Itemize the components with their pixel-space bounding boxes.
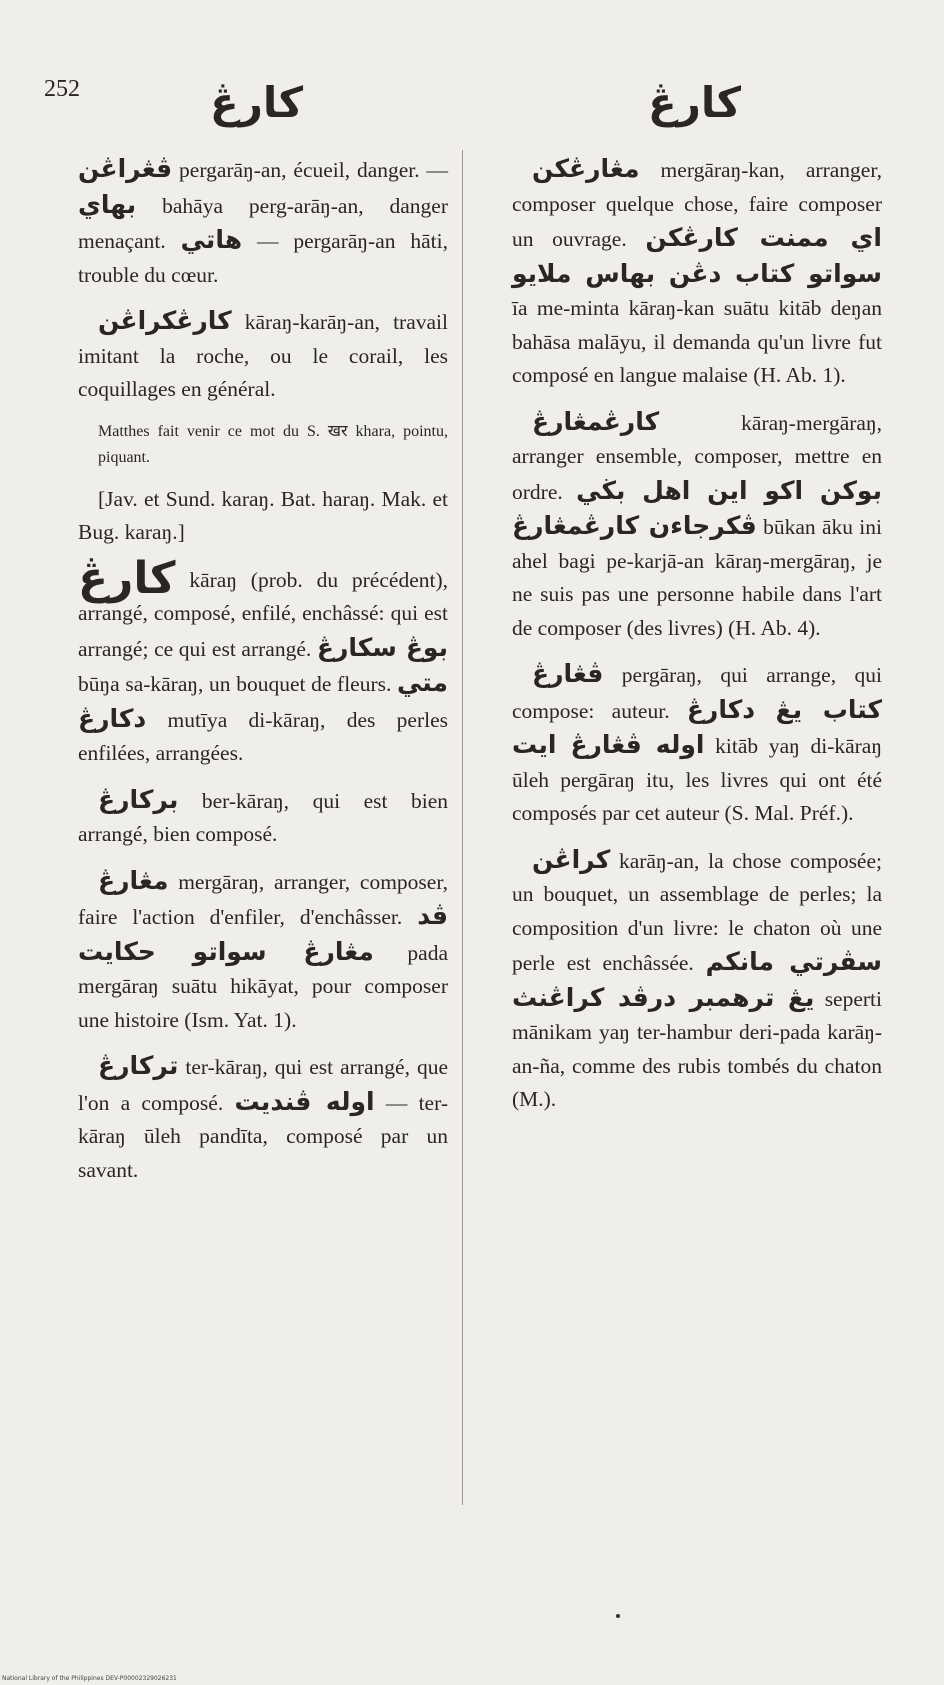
entry-mengarangkan: مڠارڠكن mergāraŋ-kan, arranger, composer quelque chose, faire composer un ouvrage. اي ممنت كارڠكن سواتو كتاب دڠن بهاس ملايو īa me-minta kāraŋ-kan suātu kitāb deŋan bahāsa malāyu, il demanda qu'un livre fut composé en langue malaise (H. Ab. 1). [512, 154, 883, 387]
column-divider [462, 150, 463, 1505]
entry-mengarang: مڠارڠ mergāraŋ, arranger, composer, faire l'action d'enfiler, d'enchâsser. ڤد مڠارڠ سواتو حكايت pada mergāraŋ suātu hikāyat, pour composer une histoire (Ism. Yat. 1). [78, 865, 448, 1032]
entry-karang-headword: كارڠ kāraŋ (prob. du précédent), arrangé, composé, enfilé, enchâssé: qui est arrangé; ce qui est arrangé. بوڠ سكارڠ būŋa sa-kāraŋ, un bouquet de fleurs. متي دكارڠ mutīya di-kāraŋ, des perles enfilées, arrangées. [78, 552, 448, 765]
running-head-right: كارڠ [648, 78, 742, 127]
entry-pengarang: ڤڠارڠ pergāraŋ, qui arrange, qui compose: auteur. كتاب يڠ دكارڠ اوله ڤڠارڠ ايت kitāb yaŋ di-kāraŋ ūleh pergāraŋ itu, les livres qui ont été composés par cet auteur (S. Mal. Préf.). [512, 659, 882, 825]
right-column [512, 152, 882, 1129]
entry-karang-karangan: كارڠكراڠن kāraŋ-karāŋ-an, travail imitant la roche, ou le corail, les coquillages en général. [78, 306, 448, 401]
print-speck [616, 1614, 620, 1618]
entry-pengaraangan: ڤڠراڠن pergarāŋ-an, écueil, danger. — بهاي bahāya perg-arāŋ-an, danger menaçant. هاتي — pergarāŋ-an hāti, trouble du cœur. [78, 154, 448, 287]
etymology-note: Matthes fait venir ce mot du S. खर khara, pointu, piquant. [98, 422, 448, 466]
footer-credit: National Library of the Philippines DEV-P00002329026231 [2, 1675, 177, 1682]
entry-berkarang: بركارڠ ber-kāraŋ, qui est bien arrangé, bien composé. [78, 784, 448, 846]
running-head-left: كارڠ [210, 78, 304, 127]
entry-terkarang: تركارڠ ter-kāraŋ, qui est arrangé, que l'on a composé. اوله ڤنديت — ter-kāraŋ ūleh pandīta, composé par un savant. [78, 1051, 448, 1182]
entry-karang-mengarang: كارڠمڠارڠ kāraŋ-mergāraŋ, arranger ensemble, composer, mettre en ordre. بوكن اكو اين اهل بڬي ڤكرجاءن كارڠمڠارڠ būkan āku ini ahel bagi pe-karjā-an kāraŋ-mergāraŋ, je ne suis pas une personne habile dans l'art de composer (des livres) (H. Ab. 4). [512, 406, 882, 640]
entry-karangan: كراڠن karāŋ-an, la chose composée; un bouquet, un assemblage de perles; la composition d'un livre: le chaton où une perle est enchâssée. سڤرتي مانكم يڠ ترهمبر درڤد كراڠنث seperti mānikam yaŋ ter-hambur deri-pada karāŋ-an-ña, comme des rubis tombés du chaton (M.). [512, 844, 882, 1111]
page-number: 252 [44, 76, 80, 102]
cognates-note: [Jav. et Sund. karaŋ. Bat. haraŋ. Mak. et Bug. karaŋ.] [78, 486, 448, 544]
left-column [78, 152, 448, 1199]
